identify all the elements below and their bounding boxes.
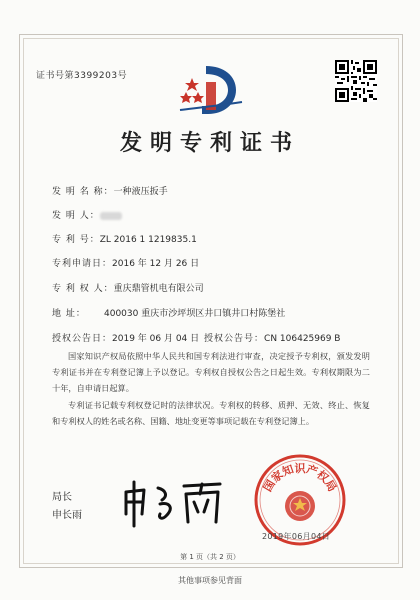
address-label: 地 址： [52,309,86,319]
grant-no-label: 授权公告号： [204,334,265,344]
cnipa-emblem-icon [176,62,246,120]
patent-no-label: 专 利 号： [52,235,100,245]
footer-note: 其他事项参见背面 [178,576,242,585]
certificate-number: 证书号第3399203号 [36,71,128,81]
grant-no-value: CN 106425969 B [264,334,341,344]
filing-date-row [52,256,199,269]
address-value: 400030 重庆市沙坪坝区井口镇井口村陈堡社 [104,309,286,319]
director-signature-icon [118,478,228,530]
patentee-row [52,281,204,294]
inventor-redacted [100,212,122,220]
patentee-value: 重庆鼎管机电有限公司 [113,284,204,294]
page-number: 第 1 页（共 2 页） [180,553,240,561]
address-row [52,306,285,319]
grant-date-value: 2019 年 06 月 04 日 [112,334,200,344]
invention-name-label: 发 明 名 称： [52,187,114,197]
director-title: 局长 [52,492,72,503]
seal-text: 国家知识产权局 [261,462,339,494]
patentee-label: 专 利 权 人： [52,284,114,294]
certificate-title: 发明专利证书 [119,130,300,156]
grant-statement-paragraph: 国家知识产权局依照中华人民共和国专利法进行审查，决定授予专利权，颁发发明专利证书并在专利登记簿上予以登记。专利权自授权公告之日起生效。专利权期限为二十年，自申请日起算。 [52,351,370,393]
qr-code-icon [335,60,377,102]
director-name: 申长雨 [52,510,82,521]
inventor-row [52,208,122,221]
inventor-label: 发 明 人： [52,211,100,221]
invention-name-value: 一种液压扳手 [113,187,168,197]
grant-date-label: 授权公告日： [52,334,113,344]
seal-date: 2019年06月04日 [262,532,331,541]
patent-no-value: ZL 2016 1 1219835.1 [99,235,197,245]
filing-date-label: 专利申请日： [52,259,113,269]
grant-row [52,331,340,344]
invention-name-row [52,184,168,197]
legal-status-paragraph: 专利证书记载专利权登记时的法律状况。专利权的转移、质押、无效、终止、恢复和专利权人的姓名或名称、国籍、地址变更等事项记载在专利登记簿上。 [52,400,370,426]
patent-no-row [52,232,197,245]
filing-date-value: 2016 年 12 月 26 日 [112,259,200,269]
